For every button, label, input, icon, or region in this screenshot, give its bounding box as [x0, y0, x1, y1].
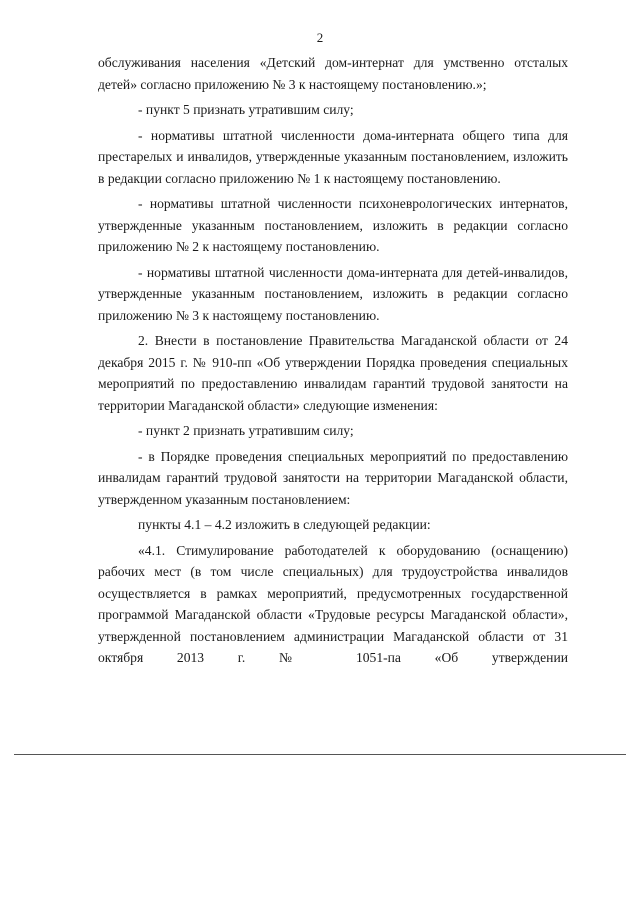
paragraph: обслуживания населения «Детский дом-интернат для умственно отсталых детей» согласно приложению № 3 к настоящему постановлению.»; — [98, 55, 568, 92]
page-divider — [14, 754, 626, 755]
paragraph: - пункт 5 признать утратившим силу; — [138, 102, 354, 117]
paragraph: «4.1. Стимулирование работодателей к оборудованию (оснащению) рабочих мест (в том числе специальных) для трудоустройства инвалидов осуществляется в рамках мероприятий, предусмотренных государственной программой Магаданской области «Трудовые ресурсы Магаданской области», утвержденной постановлением администрации Магаданской области от 31 октября 2013 г. № 1051-па «Об утверждении — [98, 542, 568, 665]
paragraph: - в Порядке проведения специальных мероприятий по предоставлению инвалидам гарантий трудовой занятости на территории Магаданской области, утвержденном указанным постановлением: — [98, 448, 568, 507]
paragraph: пункты 4.1 – 4.2 изложить в следующей редакции: — [138, 517, 431, 532]
paragraph: 2. Внести в постановление Правительства Магаданской области от 24 декабря 2015 г. № 910-пп «Об утверждении Порядка проведения специальных мероприятий по предоставлению инвалидам гарантий трудовой занятости на территории Магаданской области» следующие изменения: — [98, 333, 568, 413]
paragraph: - нормативы штатной численности дома-интерната общего типа для престарелых и инвалидов, утвержденные указанным постановлением, изложить в редакции согласно приложению № 1 к настоящему постановлению. — [98, 127, 568, 186]
paragraph: - пункт 2 признать утратившим силу; — [138, 423, 354, 438]
document-body — [98, 52, 568, 669]
paragraph: - нормативы штатной численности психоневрологических интернатов, утвержденные указанным постановлением, изложить в редакции согласно приложению № 2 к настоящему постановлению. — [98, 196, 568, 254]
paragraph: - нормативы штатной численности дома-интерната для детей-инвалидов, утвержденные указанным постановлением, изложить в редакции согласно приложению № 3 к настоящему постановлению. — [98, 264, 568, 323]
page-number: 2 — [316, 30, 324, 45]
